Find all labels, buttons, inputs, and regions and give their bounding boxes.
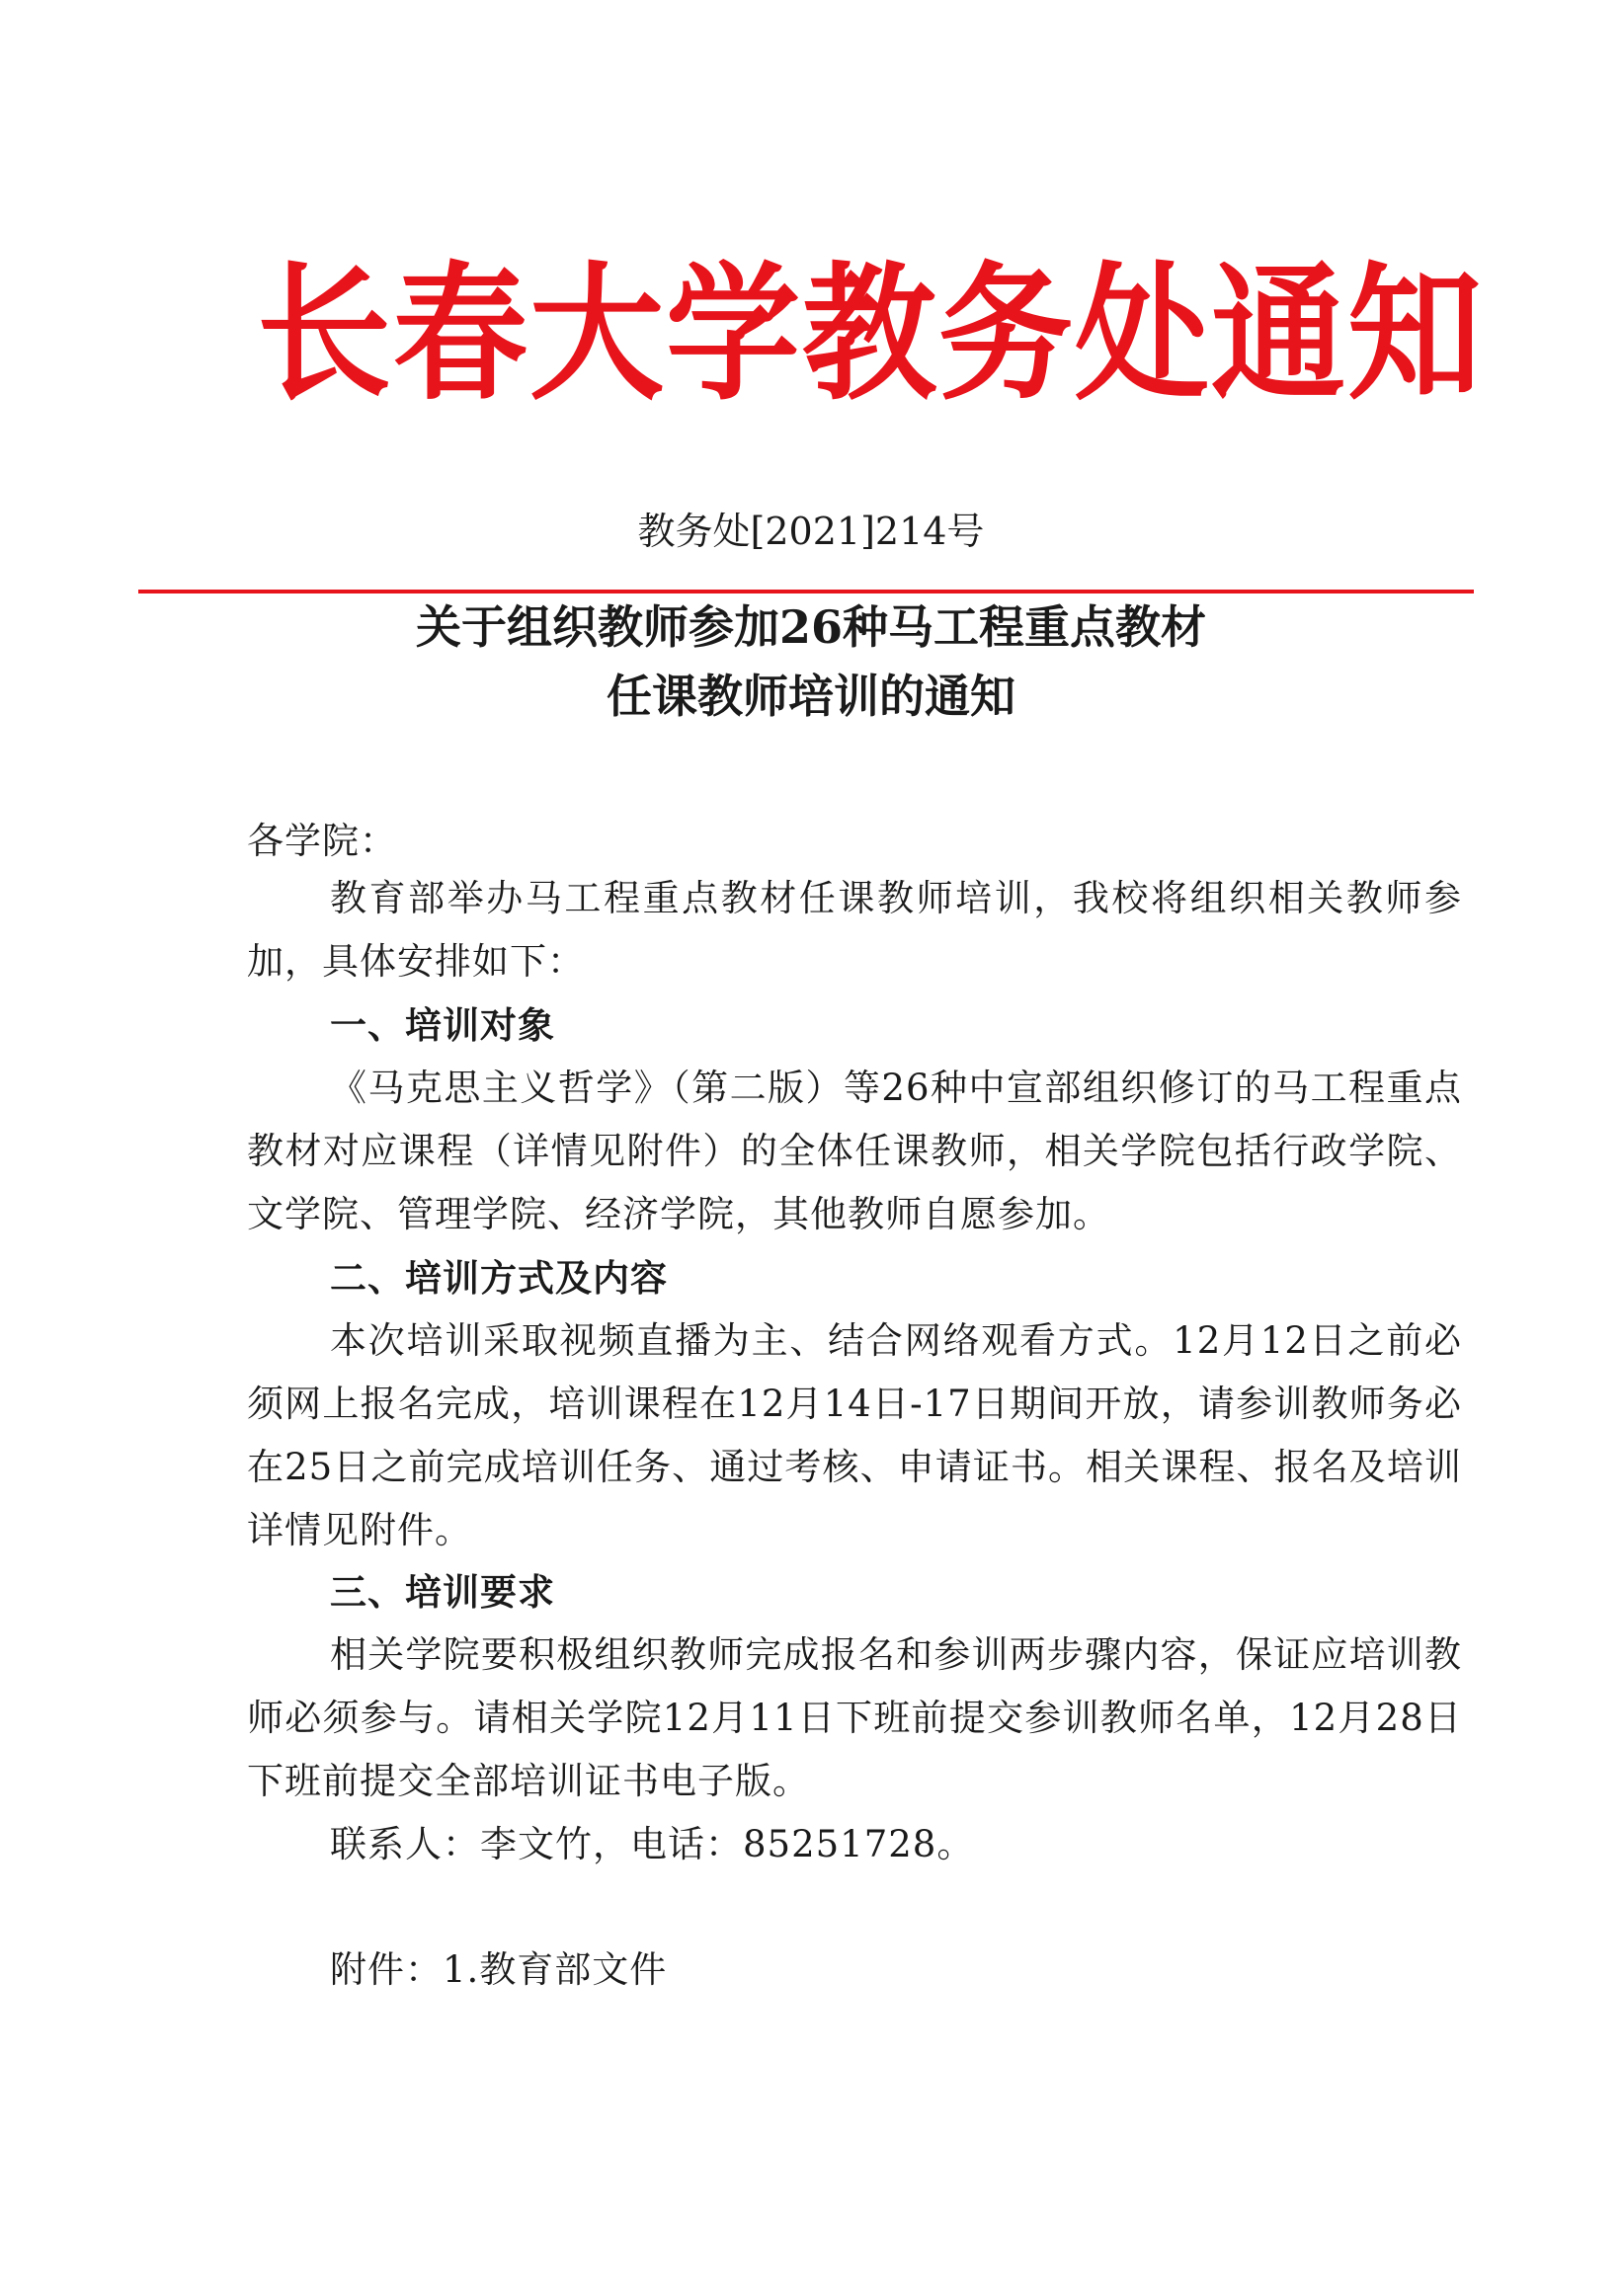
notice-title-line-1: 关于组织教师参加26种马工程重点教材 [415,600,1206,654]
section-text-training-method: 本次培训采取视频直播为主、结合网络观看方式。12月12日之前必须网上报名完成，培训课程在12月14日-17日期间开放，请参训教师务必在25日之前完成培训任务、通过考核、申请证书。相关课程、报名及培训详情见附件。 [247,1319,1462,1551]
document-number: 教务处[2021]214号 [637,510,985,553]
intro-paragraph: 教育部举办马工程重点教材任课教师培训，我校将组织相关教师参加，具体安排如下： [247,877,1462,983]
section-heading-training-target: 一、培训对象 [330,1003,555,1047]
section-text-training-target: 《马克思主义哲学》（第二版）等26种中宣部组织修订的马工程重点教材对应课程（详情见附件）的全体任课教师，相关学院包括行政学院、文学院、管理学院、经济学院，其他教师自愿参加。 [247,1067,1462,1235]
section-text-training-requirements: 相关学院要积极组织教师完成报名和参训两步骤内容，保证应培训教师必须参与。请相关学院12月11日下班前提交参训教师名单，12月28日下班前提交全部培训证书电子版。 [247,1633,1462,1802]
section-heading-training-method: 二、培训方式及内容 [330,1256,668,1300]
contact-info: 联系人：李文竹，电话：85251728。 [330,1823,975,1865]
salutation: 各学院： [247,820,397,862]
section-heading-training-requirements: 三、培训要求 [330,1570,555,1614]
attachment-line: 附件：1.教育部文件 [330,1948,668,1991]
letterhead-title: 长春大学教务处通知 [257,247,1484,422]
notice-title-line-2: 任课教师培训的通知 [607,670,1015,723]
